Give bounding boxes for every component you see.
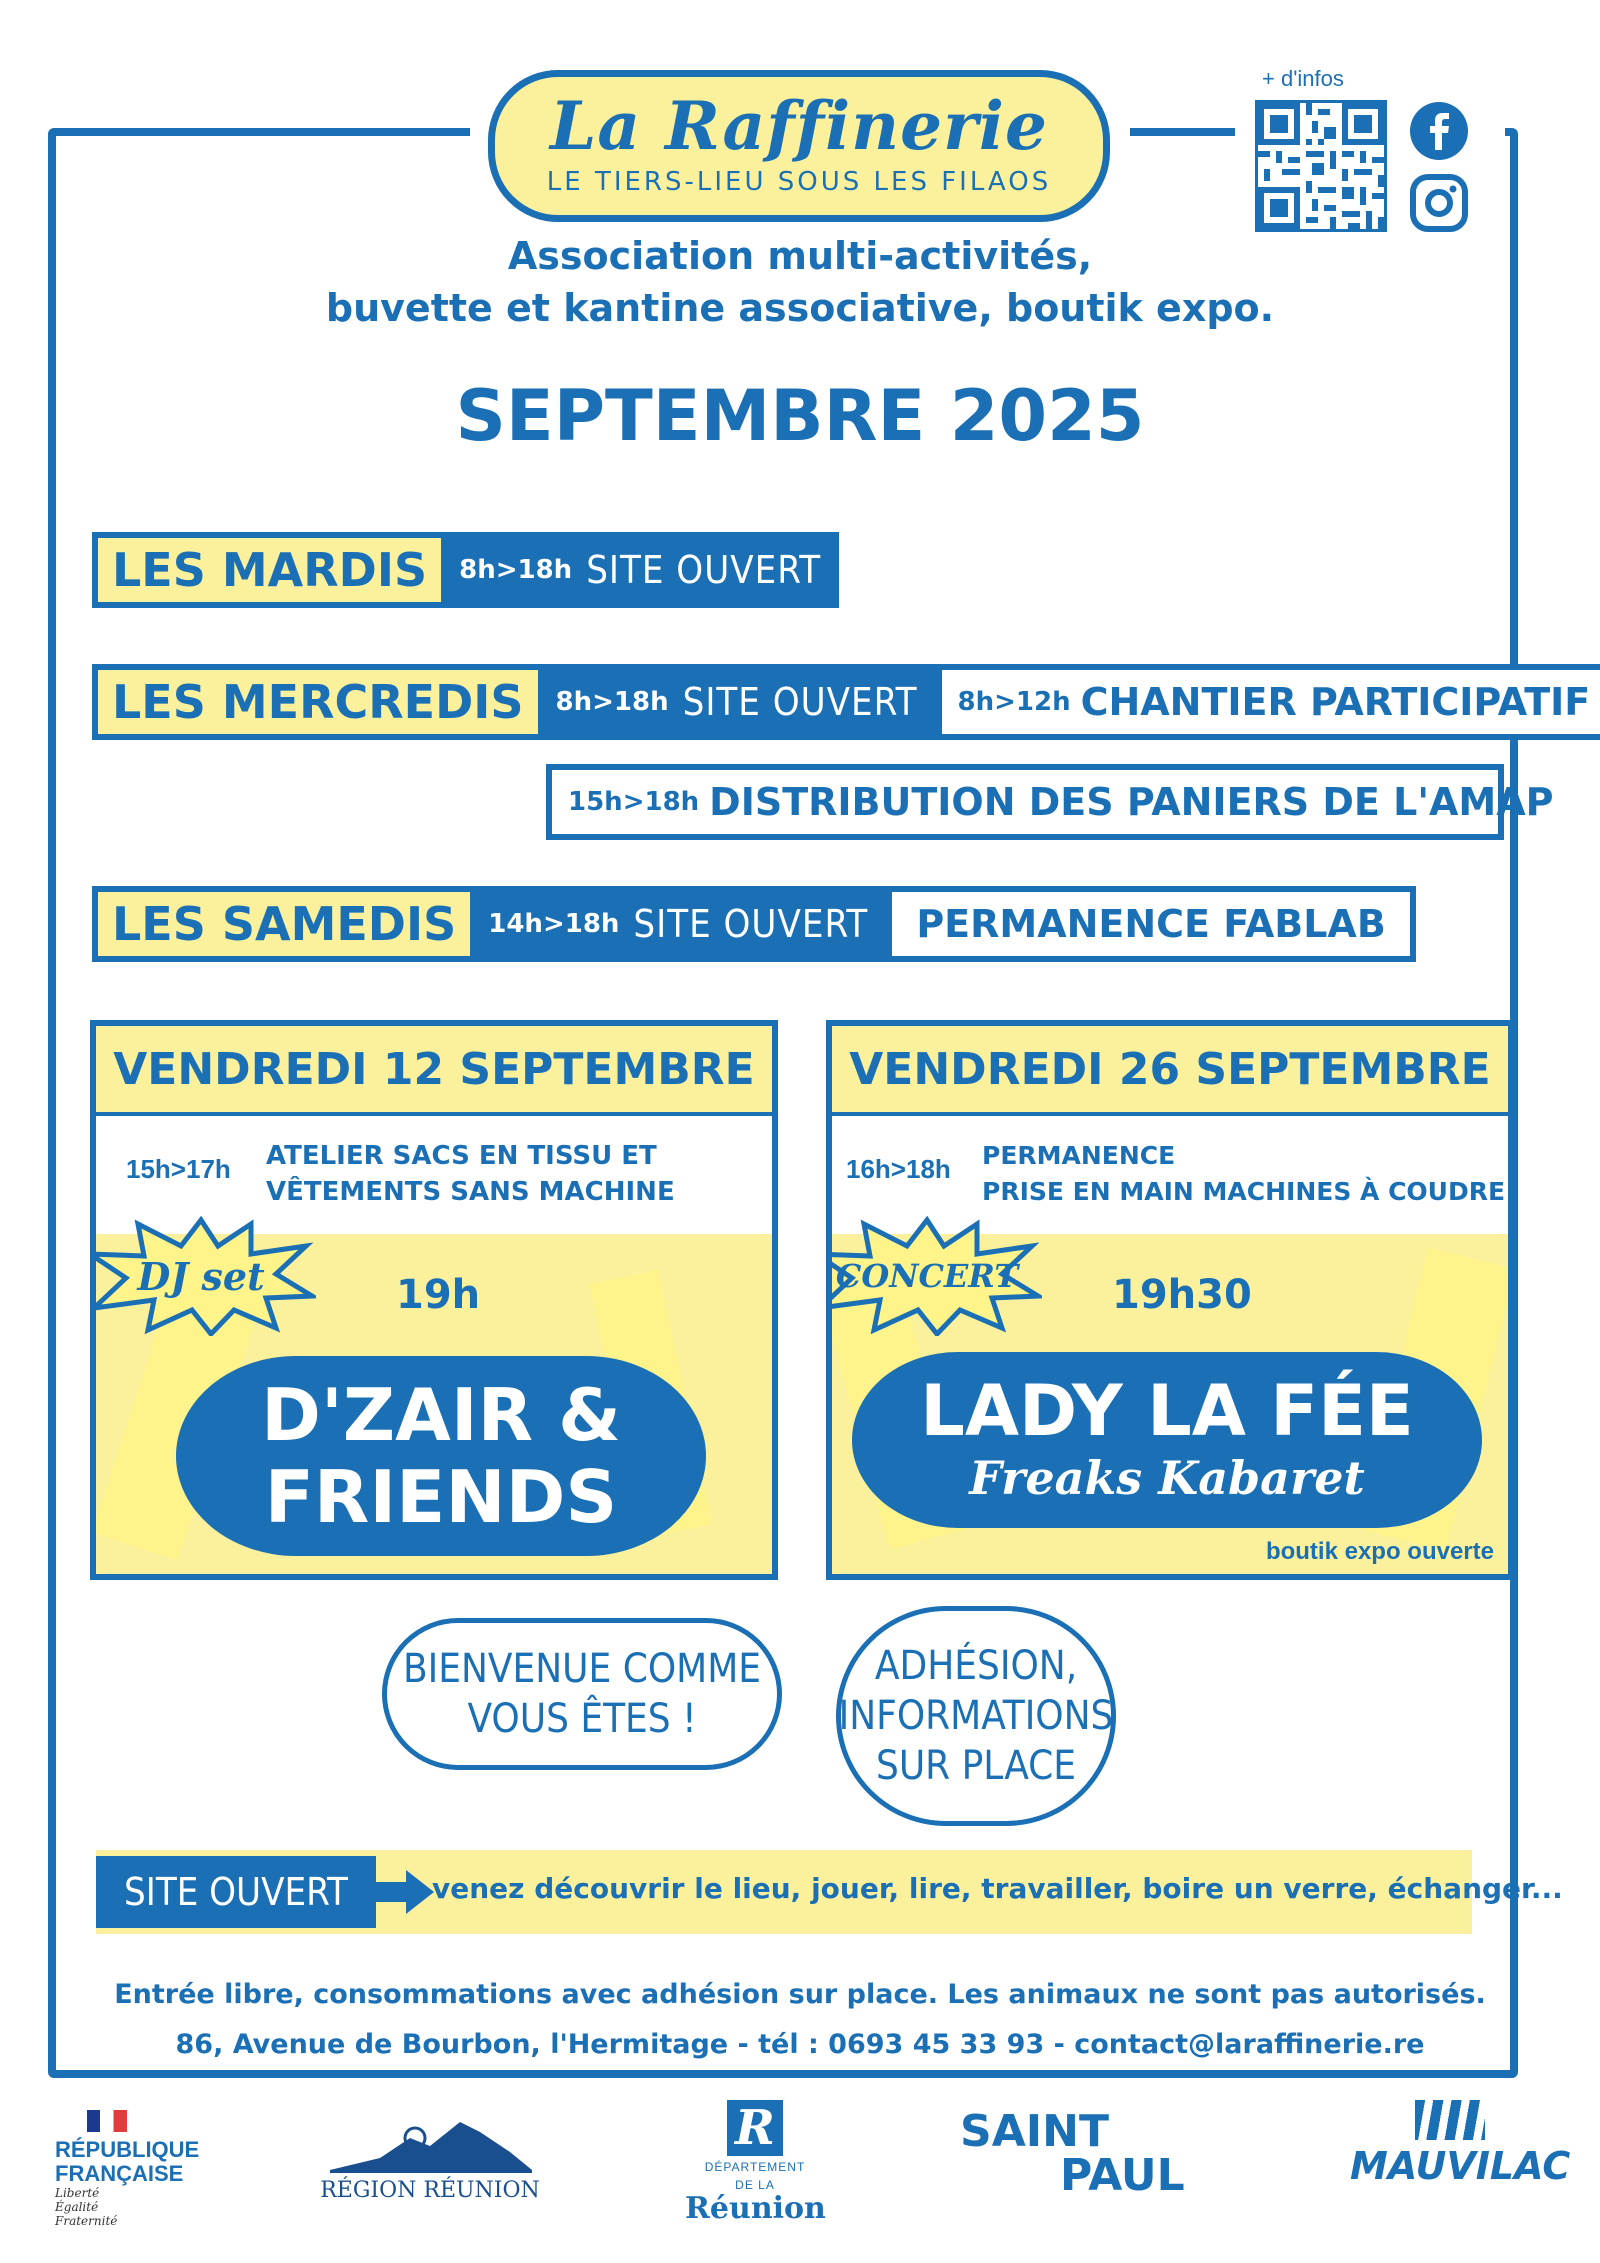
bubble-line-2: VOUS ÊTES ! xyxy=(467,1696,697,1742)
artist-line-1: LADY LA FÉE xyxy=(920,1370,1414,1452)
activity-block xyxy=(886,886,1416,962)
activity-text xyxy=(266,1138,766,1210)
day-label: LES MARDIS xyxy=(92,532,441,608)
month-title: SEPTEMBRE 2025 xyxy=(455,375,1145,457)
rf-motto-3: Fraternité xyxy=(55,2214,118,2228)
facebook-icon[interactable] xyxy=(1408,100,1470,162)
logo-title: La Raffinerie xyxy=(550,87,1048,165)
activity-line-2: VÊTEMENTS SANS MACHINE xyxy=(266,1177,675,1207)
site-open-bar xyxy=(96,1850,1563,1934)
event-tag: CONCERT xyxy=(835,1257,1019,1295)
activity-hours: 15h>18h xyxy=(568,787,700,817)
saint-paul-logo xyxy=(960,2106,1185,2201)
activity-hours: 16h>18h xyxy=(846,1154,951,1184)
open-hours: 14h>18h xyxy=(488,909,620,939)
rf-motto-1: Liberté xyxy=(55,2186,100,2200)
site-open-block xyxy=(470,886,886,962)
open-label: SITE OUVERT xyxy=(682,680,918,724)
region-reunion-logo xyxy=(320,2108,540,2203)
open-label: SITE OUVERT xyxy=(586,548,822,592)
rf-line-2: FRANÇAISE xyxy=(55,2161,184,2186)
bubble-line-1: ADHÉSION, xyxy=(874,1643,1078,1689)
event-time: 19h xyxy=(396,1272,481,1318)
open-hours: 8h>18h xyxy=(555,687,669,717)
footer-info xyxy=(100,1970,1500,2070)
qr-label: + d'infos xyxy=(1262,66,1344,91)
site-open-block xyxy=(441,532,839,608)
bubble-line-3: SUR PLACE xyxy=(875,1743,1077,1789)
r-letter-icon: R xyxy=(727,2100,783,2156)
starburst-icon xyxy=(826,1216,1042,1336)
activity-label: DISTRIBUTION DES PANIERS DE L'AMAP xyxy=(709,780,1554,824)
artist-line-2: FRIENDS xyxy=(264,1455,618,1539)
activity-line-2: PRISE EN MAIN MACHINES À COUDRE xyxy=(982,1177,1506,1206)
activity-block xyxy=(936,664,1600,740)
artist-line-1: D'ZAIR & xyxy=(261,1373,621,1457)
departement-reunion-logo xyxy=(685,2100,825,2226)
dept-name: Réunion xyxy=(685,2191,826,2226)
activity-block xyxy=(546,764,1554,840)
mauvilac-label: MAUVILAC xyxy=(1350,2144,1571,2188)
dept-line-1: DÉPARTEMENT xyxy=(704,2160,806,2174)
association-description xyxy=(200,230,1400,334)
logo xyxy=(488,70,1110,222)
schedule-row-samedis xyxy=(92,886,1416,962)
activity-hours: 8h>12h xyxy=(957,687,1071,717)
footer-line-1: Entrée libre, consommations avec adhésion sur place. Les animaux ne sont pas autorisés. xyxy=(114,1979,1486,2010)
event-date: VENDREDI 26 SEPTEMBRE xyxy=(832,1026,1508,1116)
site-open-text: venez découvrir le lieu, jouer, lire, travailler, boire un verre, échanger... xyxy=(432,1872,1563,1905)
activity-line-1: ATELIER SACS EN TISSU ET xyxy=(266,1141,657,1171)
artist-line-2: Freaks Kabaret xyxy=(969,1451,1365,1505)
bubble-line-2: INFORMATIONS xyxy=(838,1693,1114,1739)
intro-line-2: buvette et kantine associative, boutik expo. xyxy=(325,286,1275,330)
marianne-icon xyxy=(87,2110,127,2132)
speech-bubble-info xyxy=(836,1606,1116,1826)
speech-bubble-welcome xyxy=(382,1618,782,1770)
schedule-row-mercredis xyxy=(92,664,1600,740)
mauvilac-bars-icon xyxy=(1415,2100,1485,2140)
saint-paul-line-2: PAUL xyxy=(1060,2150,1185,2201)
dept-line-2: DE LA xyxy=(735,2178,775,2192)
intro-line-1: Association multi-activités, xyxy=(507,234,1093,278)
site-open-block xyxy=(538,664,936,740)
day-label: LES MERCREDIS xyxy=(92,664,538,740)
event-date: VENDREDI 12 SEPTEMBRE xyxy=(96,1026,772,1116)
mountain-icon xyxy=(320,2108,540,2178)
day-label: LES SAMEDIS xyxy=(92,886,470,962)
saint-paul-line-1: SAINT xyxy=(960,2106,1109,2157)
qr-code-icon[interactable] xyxy=(1255,100,1387,232)
mauvilac-logo xyxy=(1350,2100,1571,2188)
activity-text xyxy=(982,1138,1512,1210)
artist-blob xyxy=(176,1356,706,1556)
event-tag: DJ set xyxy=(137,1253,265,1299)
rf-line-1: RÉPUBLIQUE xyxy=(55,2137,200,2162)
event-time: 19h30 xyxy=(1112,1272,1252,1318)
starburst-icon xyxy=(90,1216,316,1336)
arrow-right-icon xyxy=(376,1868,436,1916)
open-label: SITE OUVERT xyxy=(633,902,869,946)
instagram-icon[interactable] xyxy=(1408,172,1470,234)
activity-label: CHANTIER PARTICIPATIF xyxy=(1080,680,1591,724)
activity-label: PERMANENCE FABLAB xyxy=(916,902,1386,946)
open-hours: 8h>18h xyxy=(459,555,573,585)
republique-francaise-logo xyxy=(55,2110,215,2228)
activity-hours: 15h>17h xyxy=(126,1154,231,1184)
event-note: boutik expo ouverte xyxy=(1265,1538,1494,1565)
region-label: RÉGION RÉUNION xyxy=(320,2178,540,2203)
activity-line-1: PERMANENCE xyxy=(982,1141,1176,1170)
footer-line-2: 86, Avenue de Bourbon, l'Hermitage - tél : 0693 45 33 93 - contact@laraffinerie.re xyxy=(175,2029,1425,2060)
event-card-2 xyxy=(826,1020,1514,1580)
event-card-1 xyxy=(90,1020,778,1580)
site-open-tag: SITE OUVERT xyxy=(96,1856,376,1928)
logo-subtitle: LE TIERS-LIEU SOUS LES FILAOS xyxy=(546,167,1052,197)
schedule-row-mardis xyxy=(92,532,839,608)
rf-motto-2: Égalité xyxy=(55,2200,99,2214)
bubble-line-1: BIENVENUE COMME xyxy=(402,1646,761,1692)
artist-blob xyxy=(852,1352,1482,1528)
schedule-row-mercredis-amap xyxy=(546,764,1554,840)
